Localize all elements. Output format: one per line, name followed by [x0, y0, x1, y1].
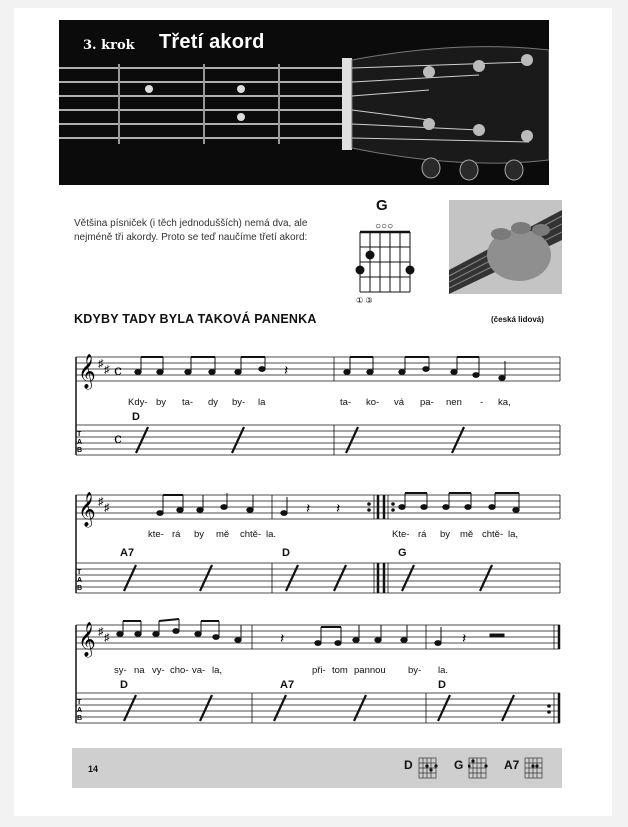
chord-symbol: A7	[280, 679, 295, 691]
lyric-syllable: mě	[216, 529, 230, 540]
lyric-syllable: sy-	[114, 665, 127, 676]
page-footer	[72, 748, 562, 788]
footer-chord-a7: A7	[504, 758, 520, 772]
chord-diagram-g	[352, 218, 422, 313]
footer-chord-diagram-d	[418, 756, 438, 780]
lyric-syllable: vy-	[152, 665, 165, 676]
svg-text:T: T	[77, 431, 82, 438]
lyric-syllable: ka,	[498, 397, 511, 408]
lyric-syllable: ta-	[340, 397, 352, 408]
footer-chord-diagram-a7	[524, 756, 544, 780]
svg-text:𝄽: 𝄽	[462, 630, 467, 646]
lyric-syllable: cho-	[170, 665, 189, 676]
svg-text:𝄽: 𝄽	[306, 500, 311, 516]
hand-on-fretboard-photo	[449, 200, 562, 294]
svg-text:♯: ♯	[98, 496, 104, 508]
svg-text:𝄽: 𝄽	[280, 630, 285, 646]
lyric-syllable: la.	[438, 665, 449, 676]
finger-numbers: ① ③	[356, 296, 373, 305]
lyric-syllable: -	[480, 397, 484, 408]
svg-text:c: c	[114, 431, 122, 447]
svg-text:B: B	[77, 447, 83, 454]
svg-text:𝄽: 𝄽	[284, 362, 289, 378]
svg-text:T: T	[77, 569, 82, 576]
footer-chord-label	[504, 758, 519, 772]
lyric-syllable: la.	[266, 529, 277, 540]
lyric-syllable: by	[440, 529, 451, 540]
step-label: 3. krok	[83, 38, 135, 53]
svg-text:T: T	[77, 699, 82, 706]
chord-diagram-name: G	[376, 197, 388, 214]
music-system-2	[72, 483, 562, 598]
song-title: KDYBY TADY BYLA TAKOVÁ PANENKA	[74, 312, 317, 326]
lyric-syllable: kte-	[148, 529, 164, 540]
lyric-syllable: Kdy-	[128, 397, 148, 408]
lyric-syllable: chtě-	[482, 529, 504, 540]
page-title: Třetí akord	[159, 31, 265, 53]
lyric-syllable: ko-	[366, 397, 380, 408]
music-system-3	[72, 613, 562, 728]
chord-symbol: D	[120, 679, 128, 691]
chord-symbol: D	[282, 547, 290, 559]
svg-text:A: A	[77, 439, 83, 446]
lyric-syllable: nen	[446, 397, 462, 408]
svg-text:♯: ♯	[98, 626, 104, 638]
song-source: (česká lidová)	[491, 315, 544, 324]
music-system-1	[72, 345, 562, 460]
svg-text:♯: ♯	[98, 358, 104, 370]
svg-text:𝄞: 𝄞	[78, 622, 96, 657]
chord-symbol: A7	[120, 547, 135, 559]
lyric-syllable: by	[156, 397, 167, 408]
lyric-syllable: pannou	[354, 665, 386, 676]
page-number: 14	[88, 764, 99, 774]
lyric-syllable: při-	[312, 665, 326, 676]
svg-text:♯: ♯	[104, 632, 110, 644]
chord-symbol: D	[132, 411, 140, 423]
chord-symbol: D	[438, 679, 446, 691]
svg-text:𝄞: 𝄞	[78, 492, 96, 527]
svg-text:♯: ♯	[104, 364, 110, 376]
lyric-syllable: na	[134, 665, 145, 676]
lyric-syllable: la,	[212, 665, 223, 676]
lyric-syllable: va-	[192, 665, 206, 676]
lyric-syllable: by-	[232, 397, 246, 408]
svg-text:𝄽: 𝄽	[336, 500, 341, 516]
svg-text:A: A	[77, 707, 83, 714]
lyric-syllable: by-	[408, 665, 422, 676]
lyric-syllable: ta-	[182, 397, 194, 408]
footer-chord-diagram-g	[468, 756, 488, 780]
lyric-syllable: by	[194, 529, 205, 540]
svg-text:♯: ♯	[104, 502, 110, 514]
lyric-syllable: rá	[172, 529, 181, 540]
lyric-syllable: pa-	[420, 397, 434, 408]
open-string-marks: ○○○	[375, 221, 394, 232]
footer-chord-label: G	[454, 758, 464, 772]
svg-text:A: A	[77, 577, 83, 584]
lyric-syllable: tom	[332, 665, 348, 676]
svg-text:𝄞: 𝄞	[78, 354, 96, 389]
lyric-syllable: Kte-	[392, 529, 410, 540]
svg-text:c: c	[114, 363, 122, 379]
svg-text:B: B	[77, 585, 83, 592]
lyric-syllable: rá	[418, 529, 427, 540]
lyric-syllable: mě	[460, 529, 474, 540]
footer-chord-label: D	[404, 758, 413, 772]
lyric-syllable: la,	[508, 529, 519, 540]
lyric-syllable: vá	[394, 397, 405, 408]
lyric-syllable: chtě-	[240, 529, 262, 540]
chord-symbol: G	[398, 547, 407, 559]
intro-text: Většina písniček (i těch jednodušších) nemá dva, ale nejméně tři akordy. Proto se teď naučíme třetí akord:	[74, 218, 308, 243]
guitar-header-image	[59, 20, 549, 185]
lyric-syllable: la	[258, 397, 266, 408]
lyric-syllable: dy	[208, 397, 219, 408]
svg-text:B: B	[77, 715, 83, 722]
